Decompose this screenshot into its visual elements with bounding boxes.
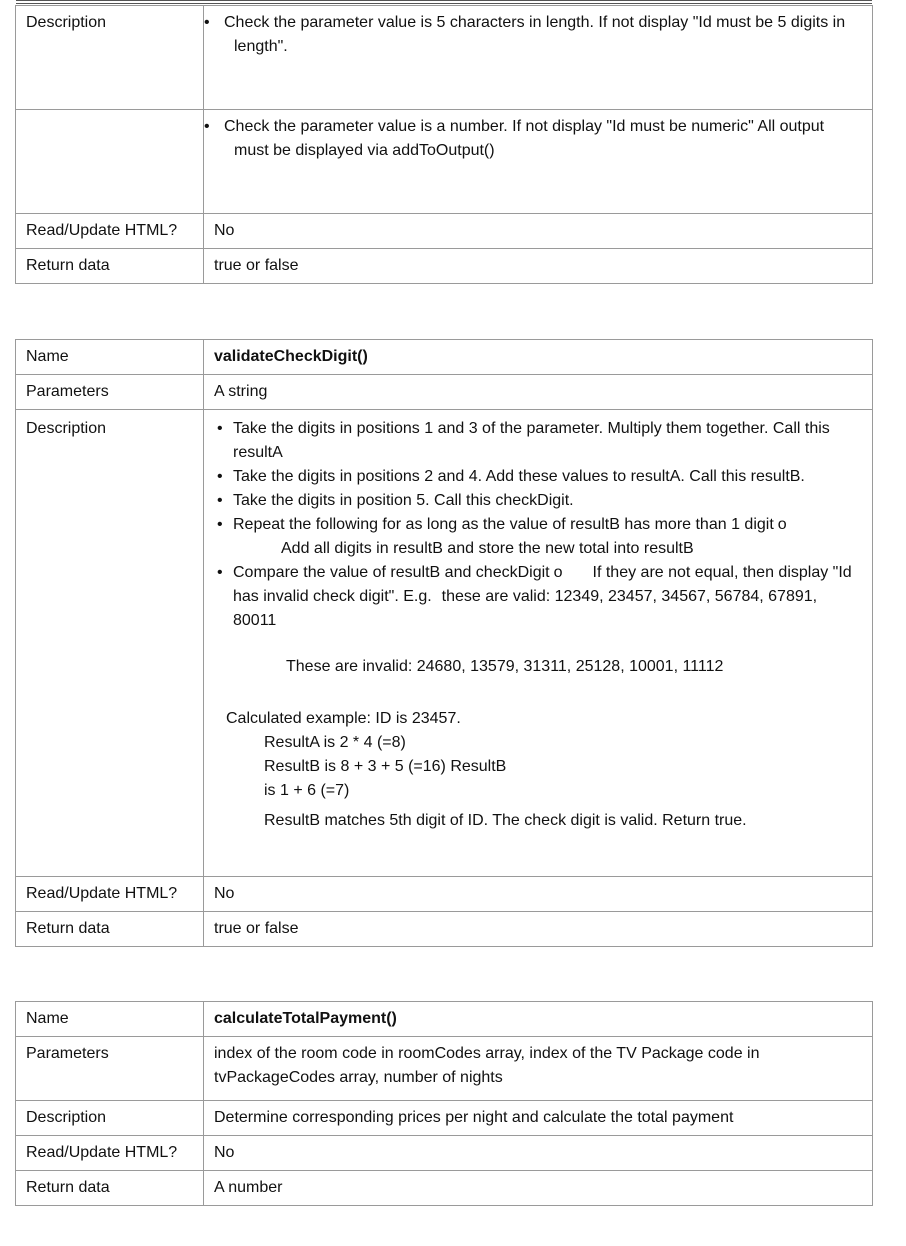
table-row — [16, 1037, 873, 1101]
row-value — [204, 6, 873, 110]
row-key: Parameters — [16, 375, 204, 410]
row-value: true or false — [204, 249, 873, 284]
table-row — [16, 249, 873, 284]
table-row — [16, 340, 873, 375]
row-key: Description — [16, 410, 204, 877]
row-key: Name — [16, 1002, 204, 1037]
row-key: Return data — [16, 1171, 204, 1206]
sub-bullet-marker: o — [553, 564, 563, 581]
table-row — [16, 410, 873, 877]
table-row — [16, 110, 873, 214]
description-bullet — [214, 513, 862, 561]
table-row — [16, 375, 873, 410]
table-row — [16, 1101, 873, 1136]
calc-line: ResultB is 8 + 3 + 5 (=16) ResultB — [264, 758, 507, 775]
function-name: calculateTotalPayment() — [204, 1002, 873, 1037]
row-key: Return data — [16, 912, 204, 947]
row-value: A string — [204, 375, 873, 410]
valid-examples: these are valid: 12349, 23457, 34567, 56784, 67891, 80011 — [233, 588, 818, 629]
invalid-examples: These are invalid: 24680, 13579, 31311, 25128, 10001, 11112 — [286, 658, 724, 675]
row-key — [16, 110, 204, 214]
row-value: true or false — [204, 912, 873, 947]
table-row — [16, 912, 873, 947]
row-key: Parameters — [16, 1037, 204, 1101]
table-row — [16, 877, 873, 912]
row-value: No — [204, 214, 873, 249]
row-value: index of the room code in roomCodes array, index of the TV Package code in tvPackageCodes array, number of nights — [204, 1037, 873, 1101]
calc-line: ResultB matches 5th digit of ID. The check digit is valid. Return true. — [264, 812, 747, 829]
row-value: Determine corresponding prices per night and calculate the total payment — [204, 1101, 873, 1136]
row-key: Read/Update HTML? — [16, 1136, 204, 1171]
row-key: Read/Update HTML? — [16, 214, 204, 249]
row-key: Name — [16, 340, 204, 375]
table-row — [16, 6, 873, 110]
table-row — [16, 1171, 873, 1206]
table-row — [16, 1002, 873, 1037]
row-value: No — [204, 1136, 873, 1171]
description-bullet — [214, 561, 862, 633]
row-value: No — [204, 877, 873, 912]
calculated-example — [226, 707, 862, 833]
row-key: Description — [16, 6, 204, 110]
spec-table-calculate-total-payment — [15, 1001, 873, 1206]
calc-line: ResultA is 2 * 4 (=8) — [264, 734, 406, 751]
repeat-sub-step: Add all digits in resultB and store the new total into resultB — [281, 540, 694, 557]
calc-line: is 1 + 6 (=7) — [264, 782, 350, 799]
table-row — [16, 214, 873, 249]
table-row — [16, 1136, 873, 1171]
description-bullet: • Check the parameter value is a number. If not display "Id must be numeric" All output must be displayed via addToOutput() — [214, 115, 862, 163]
spec-table-validate-check-digit — [15, 339, 873, 947]
top-rule — [16, 0, 872, 1]
row-key: Description — [16, 1101, 204, 1136]
row-value: A number — [204, 1171, 873, 1206]
description-cell — [204, 410, 873, 877]
sub-bullet-marker: o — [777, 516, 787, 533]
repeat-text: Repeat the following for as long as the value of resultB has more than 1 digit — [233, 516, 774, 533]
description-bullet: • Take the digits in position 5. Call this checkDigit. — [214, 489, 862, 513]
row-key: Read/Update HTML? — [16, 877, 204, 912]
row-value — [204, 110, 873, 214]
calc-intro: Calculated example: ID is 23457. — [226, 710, 461, 727]
function-name: validateCheckDigit() — [204, 340, 873, 375]
description-bullet: • Take the digits in positions 2 and 4. Add these values to resultA. Call this resultB. — [214, 465, 862, 489]
description-bullet: • Take the digits in positions 1 and 3 of the parameter. Multiply them together. Call this resultA — [214, 417, 862, 465]
compare-rule: If they are not equal, then display "Id has invalid check digit". E.g. — [233, 564, 852, 605]
spec-table-validate-id — [15, 5, 873, 284]
compare-text: Compare the value of resultB and checkDigit — [233, 564, 550, 581]
top-rule — [16, 3, 872, 4]
description-bullet: • Check the parameter value is 5 characters in length. If not display "Id must be 5 digits in length". — [214, 11, 862, 59]
row-key: Return data — [16, 249, 204, 284]
